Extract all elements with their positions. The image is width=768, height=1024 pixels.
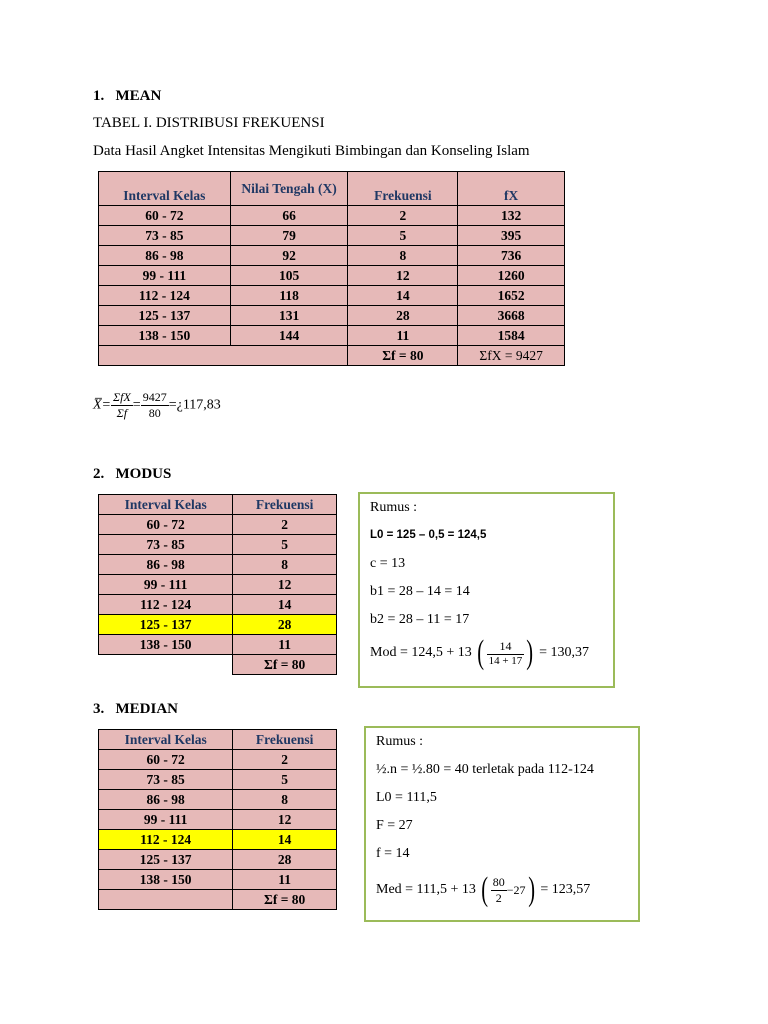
cell: 60 - 72 [99,750,233,770]
table-row [99,246,565,266]
mean-header-interval: Interval Kelas [99,172,231,206]
table-row [99,515,337,535]
cell: 1584 [458,326,565,346]
cell: 12 [233,575,337,595]
right-paren: ) [527,871,535,908]
cell: 138 - 150 [99,326,231,346]
table-row [99,306,565,326]
table-row [99,770,337,790]
cell: 28 [233,850,337,870]
mean-table [98,171,565,366]
table-row [99,750,337,770]
cell: 2 [233,515,337,535]
median-med-formula [376,873,590,907]
cell: 1652 [458,286,565,306]
modus-rumus-label: Rumus : [370,500,418,515]
highlighted-row [99,830,337,850]
mod-fraction [487,639,525,667]
cell: 28 [233,615,337,635]
cell: 132 [458,206,565,226]
median-half-n: ½.n = ½.80 = 40 terletak pada 112-124 [376,762,594,777]
cell: 11 [233,635,337,655]
cell: 11 [233,870,337,890]
cell: 86 - 98 [99,790,233,810]
mean-header-fx: fX [458,172,565,206]
frac-denominator: 14 + 17 [488,655,523,667]
cell: 8 [233,790,337,810]
mean-formula [93,390,221,421]
modus-heading: 2. MODUS [93,466,172,482]
modus-l0: L0 = 125 – 0,5 = 124,5 [370,529,487,541]
mean-table-title: TABEL I. DISTRIBUSI FREKUENSI [93,115,325,131]
right-paren: ) [526,634,534,671]
cell: 5 [233,535,337,555]
cell: 736 [458,246,565,266]
cell: 118 [230,286,348,306]
table-row [99,226,565,246]
cell: 99 - 111 [99,266,231,286]
table-row [99,870,337,890]
cell: 112 - 124 [99,595,233,615]
left-paren: ( [477,634,485,671]
cell: 92 [230,246,348,266]
median-heading: 3. MEDIAN [93,701,178,717]
mean-subtitle: Data Hasil Angket Intensitas Mengikuti Bimbingan dan Konseling Islam [93,143,530,159]
frac-numerator: 9427 [142,390,167,404]
median-l0: L0 = 111,5 [376,790,437,805]
cell: 8 [348,246,458,266]
med-inner [491,875,526,906]
cell: 105 [230,266,348,286]
table-row [99,850,337,870]
cell: 3668 [458,306,565,326]
frac-denominator: 2 [495,890,502,905]
mean-formula-frac2 [141,390,169,421]
cell: 14 [233,830,337,850]
med-result: = 123,57 [540,882,591,897]
cell: 125 - 137 [99,615,233,635]
table-row [99,326,565,346]
cell: 2 [233,750,337,770]
cell: 8 [233,555,337,575]
left-paren: ( [481,871,489,908]
cell: 12 [233,810,337,830]
modus-b1: b1 = 28 – 14 = 14 [370,584,470,599]
empty-cell [99,655,233,675]
cell: 14 [348,286,458,306]
cell: 99 - 111 [99,575,233,595]
table-row [99,555,337,575]
med-prefix: Med = 111,5 + 13 [376,882,476,897]
cell: 131 [230,306,348,326]
cell: 28 [348,306,458,326]
median-header-interval: Interval Kelas [99,730,233,750]
mean-formula-result: =¿117,83 [168,397,221,413]
mean-sum-f: Σf = 80 [348,346,458,366]
cell: 86 - 98 [99,555,233,575]
highlighted-row [99,615,337,635]
modus-sum-f: Σf = 80 [233,655,337,675]
median-formula-box [364,726,640,922]
mean-header-nilai-tengah: Nilai Tengah (X) [230,172,348,206]
mean-sum-row [99,346,565,366]
median-sum-row [99,890,337,910]
frac-numerator: 14 [487,639,525,655]
med-fraction [491,875,507,906]
cell: 138 - 150 [99,635,233,655]
modus-header-frekuensi: Frekuensi [233,495,337,515]
cell: 2 [348,206,458,226]
mean-heading: 1. MEAN [93,88,162,104]
empty-cell [99,890,233,910]
table-row [99,595,337,615]
table-row [99,635,337,655]
median-table [98,729,337,910]
empty-cell [99,346,348,366]
modus-mod-formula [370,636,589,670]
cell: 73 - 85 [99,770,233,790]
mod-result: = 130,37 [539,645,590,660]
modus-formula-box [358,492,615,688]
frac-numerator: ΣfX [113,390,131,404]
cell: 1260 [458,266,565,286]
cell: 5 [348,226,458,246]
table-row [99,206,565,226]
cell: 86 - 98 [99,246,231,266]
median-f: f = 14 [376,846,410,861]
cell: 99 - 111 [99,810,233,830]
cell: 11 [348,326,458,346]
cell: 14 [233,595,337,615]
table-row [99,266,565,286]
cell: 125 - 137 [99,306,231,326]
equals-sign: = [132,397,141,413]
median-header-row [99,730,337,750]
mean-formula-frac1 [111,390,133,421]
cell: 12 [348,266,458,286]
median-sum-f: Σf = 80 [233,890,337,910]
cell: 79 [230,226,348,246]
modus-sum-row [99,655,337,675]
table-row [99,790,337,810]
mean-sum-fx: ΣfX = 9427 [458,346,565,366]
frac-denominator: Σf [116,406,128,420]
modus-c: c = 13 [370,556,406,571]
cell: 125 - 137 [99,850,233,870]
frac-denominator: 80 [148,406,161,420]
mod-prefix: Mod = 124,5 + 13 [370,645,472,660]
cell: 60 - 72 [99,206,231,226]
median-header-frekuensi: Frekuensi [233,730,337,750]
cell: 73 - 85 [99,535,233,555]
frac-numerator: 80 [492,874,505,889]
modus-header-row [99,495,337,515]
table-row [99,286,565,306]
cell: 5 [233,770,337,790]
cell: 66 [230,206,348,226]
cell: 60 - 72 [99,515,233,535]
median-F: F = 27 [376,818,413,833]
median-rumus-label: Rumus : [376,734,424,749]
cell: 138 - 150 [99,870,233,890]
cell: 144 [230,326,348,346]
modus-b2: b2 = 28 – 11 = 17 [370,612,470,627]
modus-table [98,494,337,675]
med-minus: −27 [506,882,526,897]
table-row [99,535,337,555]
cell: 112 - 124 [99,830,233,850]
cell: 395 [458,226,565,246]
mean-header-row [99,172,565,206]
cell: 112 - 124 [99,286,231,306]
cell: 73 - 85 [99,226,231,246]
mean-formula-lhs: X̅= [93,397,111,413]
table-row [99,810,337,830]
mean-header-frekuensi: Frekuensi [348,172,458,206]
table-row [99,575,337,595]
modus-header-interval: Interval Kelas [99,495,233,515]
